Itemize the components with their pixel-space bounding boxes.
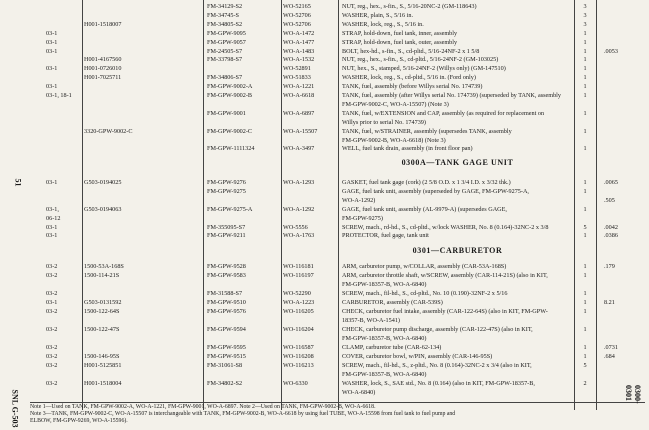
- table-row: [0, 144, 649, 153]
- cell-fed: FM-34806-S7: [207, 74, 243, 82]
- cell-desc: GASKET, fuel tank gage (cork) (2 5/8 O.D. x 1 3/4 I.D. x 3/32 thk.): [342, 179, 511, 186]
- cell-part: H001-0726010: [84, 65, 122, 73]
- table-row: [0, 178, 649, 187]
- cell-desc: FM-GPW-9002-C, WO-A-15507) (Note 3): [342, 100, 449, 108]
- cell-fig: 03-1,: [46, 205, 59, 213]
- cell-fig: 03-2: [46, 326, 58, 333]
- cell-qty: 1: [583, 205, 587, 213]
- cell-part: 3320-GPW-9002-C: [84, 127, 133, 135]
- cell-part: 1500-114-21S: [84, 272, 120, 279]
- cell-fed: FM-GPW-9576: [207, 308, 246, 315]
- footnotes: [30, 404, 645, 425]
- cell-desc: SCREW, mach., rd-hd., S., cd-pltd., w/lock WASHER, No. 8 (0.164)-32NC-2 x 3/8: [342, 223, 549, 231]
- cell-desc: WO-A-1292): [342, 196, 376, 204]
- cell-part: G503-0194063: [84, 205, 122, 213]
- cell-part: 1500-146-95S: [84, 353, 120, 360]
- table-row: [0, 316, 649, 325]
- cell-ord: WO-A-1472: [283, 29, 315, 37]
- table-row: [0, 205, 649, 214]
- cell-qty: 3: [583, 20, 587, 28]
- table-row: [0, 325, 649, 334]
- cell-fig: 03-1: [46, 223, 58, 231]
- cell-desc: FM-GPW-18357-B, WO-A-6840): [342, 371, 427, 378]
- cell-fig: 03-1: [46, 29, 58, 37]
- table-row: [0, 231, 649, 240]
- cell-fed: FM-GPW-1111324: [207, 145, 255, 153]
- cell-qty: 3: [583, 11, 587, 19]
- table-row: [0, 196, 649, 205]
- cell-ord: WO-A-1477: [283, 38, 315, 46]
- cell-desc: CLAMP, carburetor tube (CAR-62-134): [342, 344, 442, 351]
- cell-ord: WO-116204: [283, 326, 314, 333]
- cell-desc: ARM, carburetor pump, w/COLLAR, assembly (CAR-53A-168S): [342, 263, 507, 270]
- table-row: [0, 82, 649, 91]
- cell-qty: 1: [583, 299, 587, 306]
- cell-qty: 1: [583, 38, 587, 46]
- cell-ord: WO-A-15507: [283, 127, 318, 135]
- cell-desc: CHECK, carburetor fuel intake, assembly (CAR-122-64S) (also in KIT, FM-GPW-: [342, 308, 548, 315]
- cell-part: 1500-122-64S: [84, 308, 120, 315]
- cell-ord: WO-51833: [283, 74, 311, 82]
- cell-desc: FM-GPW-9275): [342, 214, 383, 222]
- table-row: [0, 64, 649, 73]
- cell-ord: WO-52706: [283, 20, 311, 28]
- cell-fed: FM-GPW-9211: [207, 232, 246, 240]
- table-row: [0, 370, 649, 379]
- cell-desc: TANK, fuel, assembly (before Willys serial No. 174739): [342, 83, 483, 91]
- cell-fig: 03-1: [46, 232, 58, 240]
- cell-desc: STRAP, hold-down, fuel tank, outer, assembly: [342, 38, 458, 46]
- cell-desc: BOLT, hex-hd., s-fin., S., cd-pltd., 5/16-24NF-2 x 1 5/8: [342, 47, 480, 55]
- cell-qty: 1: [583, 83, 587, 91]
- cell-qty: 2: [583, 380, 587, 387]
- table-row: [0, 361, 649, 370]
- cell-c6: .0053: [604, 47, 618, 55]
- cell-fed: FM-GPW-9510: [207, 299, 246, 306]
- cell-fed: FM-355095-S7: [207, 223, 246, 231]
- cell-fig: 03-2: [46, 290, 58, 297]
- cell-qty: 1: [583, 29, 587, 37]
- table-row: [0, 127, 649, 136]
- cell-qty: 1: [583, 179, 587, 186]
- cell-desc: Willys prior to serial No. 174739): [342, 118, 426, 126]
- cell-ord: WO-A-6618: [283, 92, 315, 99]
- section-heading-0300a: 0300A—TANK GAGE UNIT: [401, 158, 514, 167]
- cell-qty: 1: [583, 290, 587, 297]
- cell-fig: 03-2: [46, 344, 58, 351]
- cell-fed: FM-34745-S: [207, 11, 239, 19]
- cell-ord: WO-52290: [283, 290, 311, 297]
- cell-part: H001-4167560: [84, 56, 122, 64]
- cell-c6: .0042: [604, 223, 618, 231]
- cell-ord: WO-5556: [283, 223, 308, 231]
- cell-qty: 1: [583, 127, 587, 135]
- cell-fed: FM-GPW-9002-A: [207, 83, 253, 91]
- cell-fed: FM-GPW-9002-C: [207, 127, 253, 135]
- cell-ord: WO-52706: [283, 11, 311, 19]
- cell-part: H001-1518004: [84, 380, 122, 387]
- table-row: [0, 334, 649, 343]
- table-row: [0, 29, 649, 38]
- cell-desc: TANK, fuel, assembly (after Willys serial No. 174739) (superseded by TANK, assembly: [342, 92, 561, 99]
- cell-fig: 03-2: [46, 353, 58, 360]
- table-row: [0, 223, 649, 232]
- cell-fig: 03-1, 18-1: [46, 92, 72, 99]
- footnote-line: Note 3—TANK, FM-GPW-9002-C, WO-A-15507 is interchangeable with TANK, FM-GPW-9002-B, WO-A-6618 by using fuel TUBE, WO-A-15598 from fuel tank to fuel pump and: [30, 411, 456, 417]
- cell-qty: 1: [583, 109, 587, 117]
- cell-fed: FM-GPW-9276: [207, 179, 246, 186]
- table-row: [0, 38, 649, 47]
- table-row: [0, 136, 649, 145]
- table-row: [0, 298, 649, 307]
- cell-fig: 03-1: [46, 179, 58, 186]
- cell-part: H001-1518007: [84, 20, 122, 28]
- cell-desc: CARBURETOR, assembly (CAR-539S): [342, 299, 443, 306]
- cell-ord: WO-A-1532: [283, 56, 315, 64]
- cell-fig: 03-2: [46, 362, 58, 369]
- table-row: [0, 343, 649, 352]
- cell-ord: WO-A-1223: [283, 299, 315, 306]
- footnote-line: Note 1—Used on TANK, FM-GPW-9002-A, WO-A-1221, FM-GPW-9001, WO-A-6897. Note 2—Used on TANK, FM-GPW-9002-B, WO-A-6618.: [30, 404, 376, 410]
- cell-fed: FM-GPW-9002-B: [207, 92, 253, 99]
- table-row: [0, 100, 649, 109]
- cell-fed: FM-24505-S7: [207, 47, 243, 55]
- cell-qty: 1: [583, 74, 587, 82]
- cell-c6: .0731: [604, 344, 618, 351]
- cell-c6: .0386: [604, 232, 618, 240]
- cell-fed: FM-GPW-9095: [207, 29, 246, 37]
- table-row: [0, 11, 649, 20]
- cell-ord: WO-A-1293: [283, 179, 315, 186]
- cell-fed: FM-31588-S7: [207, 290, 243, 297]
- cell-fig: 06-12: [46, 214, 61, 222]
- cell-qty: 1: [583, 47, 587, 55]
- cell-ord: WO-6330: [283, 380, 308, 387]
- cell-fed: FM-34129-S2: [207, 3, 243, 10]
- snl-code: SNL G-503: [10, 389, 20, 428]
- cell-desc: WASHER, lock, S., SAE std., No. 8 (0.164) (also in KIT, FM-GPW-18357-B,: [342, 380, 535, 387]
- cell-fed: FM-GPW-9595: [207, 344, 246, 351]
- section-code: 0300-0301: [624, 385, 642, 404]
- cell-desc: WASHER, plain, S., 5/16 in.: [342, 11, 413, 19]
- cell-qty: 1: [583, 56, 587, 64]
- cell-desc: ARM, carburetor throttle shaft, w/SCREW, assembly (CAR-114-21S) (also in KIT,: [342, 272, 548, 279]
- cell-qty: 1: [583, 92, 587, 99]
- cell-fed: FM-34802-S2: [207, 380, 243, 387]
- cell-ord: WO-52165: [283, 3, 311, 10]
- cell-fed: FM-GPW-9275-A: [207, 205, 253, 213]
- cell-desc: FM-GPW-18357-B, WO-A-6840): [342, 335, 427, 342]
- cell-desc: FM-GPW-9002-B, WO-A-6618) (Note 3): [342, 136, 446, 144]
- page-number: 51: [13, 178, 23, 187]
- cell-qty: 1: [583, 308, 587, 315]
- cell-part: 1500-53A-168S: [84, 263, 124, 270]
- cell-fed: FM-GPW-9528: [207, 263, 246, 270]
- cell-ord: WO-A-1483: [283, 47, 315, 55]
- cell-qty: 1: [583, 344, 587, 351]
- table-row: [0, 262, 649, 271]
- cell-fig: 03-2: [46, 272, 58, 279]
- cell-fed: FM-34805-S2: [207, 20, 243, 28]
- cell-desc: NUT, reg., hex., s-fin., S., 5/16-20NC-2 (GM-118643): [342, 3, 477, 10]
- cell-ord: WO-A-1763: [283, 232, 315, 240]
- cell-fed: FM-GPW-9583: [207, 272, 246, 279]
- notes-divider: [30, 402, 645, 403]
- cell-fed: FM-31061-S8: [207, 362, 243, 369]
- cell-fig: 03-1: [46, 47, 58, 55]
- cell-qty: 1: [583, 65, 587, 73]
- cell-qty: 1: [583, 232, 587, 240]
- cell-desc: COVER, carburetor bowl, w/PIN, assembly (CAR-146-95S): [342, 353, 493, 360]
- table-row: [0, 2, 649, 11]
- cell-c6: .179: [604, 263, 615, 270]
- table-row: [0, 187, 649, 196]
- table-row: [0, 55, 649, 64]
- cell-desc: GAGE, fuel tank unit, assembly (superseded by GAGE, FM-GPW-9275-A,: [342, 187, 529, 195]
- cell-fig: 03-2: [46, 263, 58, 270]
- cell-part: H001-5125851: [84, 362, 122, 369]
- cell-fed: FM-GPW-9057: [207, 38, 246, 46]
- table-row: [0, 379, 649, 388]
- cell-desc: WELL, fuel tank drain, assembly (in front floor pan): [342, 145, 473, 153]
- section-heading-0301: 0301—CARBURETOR: [412, 246, 503, 255]
- cell-fig: 03-1: [46, 299, 58, 306]
- table-row: [0, 289, 649, 298]
- cell-desc: 18357-B, WO-A-1541): [342, 317, 400, 324]
- cell-desc: SCREW, mach., fil-hd., S., cd-pltd., No. 10 (0.190)-32NF-2 x 5/16: [342, 290, 508, 297]
- cell-c6: .684: [604, 353, 615, 360]
- table-row: [0, 118, 649, 127]
- cell-fed: FM-GPW-9594: [207, 326, 246, 333]
- cell-qty: 1: [583, 187, 587, 195]
- table-row: [0, 20, 649, 29]
- cell-desc: CHECK, carburetor pump discharge, assembly (CAR-122-47S) (also in KIT,: [342, 326, 533, 333]
- cell-fed: FM-GPW-9515: [207, 353, 246, 360]
- cell-fig: 03-1: [46, 38, 58, 46]
- table-row: [0, 280, 649, 289]
- cell-ord: WO-A-1292: [283, 205, 315, 213]
- cell-part: 1500-122-47S: [84, 326, 120, 333]
- table-row: [0, 214, 649, 223]
- table-row: [0, 388, 649, 397]
- cell-qty: 1: [583, 145, 587, 153]
- cell-desc: WASHER, lock, reg., S., 5/16 in.: [342, 20, 424, 28]
- cell-desc: WASHER, lock, reg., S., cd-pltd., 5/16 in. (Ford only): [342, 74, 476, 82]
- cell-ord: WO-A-6897: [283, 109, 315, 117]
- cell-ord: WO-116208: [283, 353, 314, 360]
- cell-desc: TANK, fuel, w/STRAINER, assembly (supersedes TANK, assembly: [342, 127, 512, 135]
- cell-desc: WO-A-6840): [342, 389, 376, 396]
- cell-qty: 1: [583, 272, 587, 279]
- cell-ord: WO-A-3497: [283, 145, 315, 153]
- table-row: [0, 352, 649, 361]
- cell-qty: 3: [583, 3, 587, 10]
- table-row: [0, 73, 649, 82]
- cell-fig: 03-1: [46, 83, 58, 91]
- cell-ord: WO-A-1221: [283, 83, 315, 91]
- cell-c6: .0065: [604, 179, 618, 186]
- cell-desc: NUT, reg., hex., s-fin., S., cd-pltd., 5/16-24NF-2 (GM-103025): [342, 56, 499, 64]
- table-row: [0, 47, 649, 56]
- cell-ord: WO-116213: [283, 362, 314, 369]
- cell-c6: 8.21: [604, 299, 615, 306]
- cell-part: H001-7025711: [84, 74, 122, 82]
- cell-ord: WO-116197: [283, 272, 314, 279]
- cell-qty: 5: [583, 362, 587, 369]
- cell-fig: 03-2: [46, 380, 58, 387]
- cell-desc: NUT, hex., S., stamped, 5/16-24NF-2 (Willys only) (GM-147510): [342, 65, 506, 73]
- cell-ord: WO-116587: [283, 344, 314, 351]
- table-row: [0, 91, 649, 100]
- cell-part: G503-0131592: [84, 299, 122, 306]
- cell-desc: FM-GPW-18357-B, WO-A-6840): [342, 281, 427, 288]
- cell-fed: FM-GPW-9275: [207, 187, 246, 195]
- table-row: [0, 109, 649, 118]
- cell-fed: FM-GPW-9001: [207, 109, 246, 117]
- cell-ord: WO-116181: [283, 263, 314, 270]
- cell-qty: 1: [583, 326, 587, 333]
- cell-part: G503-0194025: [84, 179, 122, 186]
- cell-desc: STRAP, hold-down, fuel tank, inner, assembly: [342, 29, 458, 37]
- cell-ord: WO-116205: [283, 308, 314, 315]
- cell-desc: PROTECTOR, fuel gage, tank unit: [342, 232, 429, 240]
- cell-desc: GAGE, fuel tank unit, assembly (AL-9979-A) (supersedes GAGE,: [342, 205, 507, 213]
- cell-desc: TANK, fuel, w/EXTENSION and CAP, assembly (as required for replacement on: [342, 109, 545, 117]
- cell-qty: 5: [583, 223, 587, 231]
- table-row: [0, 307, 649, 316]
- cell-qty: 1: [583, 353, 587, 360]
- cell-desc: SCREW, mach., fil-hd., S., z-pltd., No. 8 (0.164)-32NC-2 x 3/4 (also in KIT,: [342, 362, 532, 369]
- cell-ord: WO-52891: [283, 65, 311, 73]
- cell-fig: 03-1: [46, 65, 58, 73]
- cell-qty: 1: [583, 263, 587, 270]
- cell-c6: .505: [604, 196, 615, 204]
- table-row: [0, 271, 649, 280]
- cell-fig: 03-2: [46, 308, 58, 315]
- footnote-line: ELBOW, FM-GPW-9269, WO-A-15596).: [30, 418, 128, 424]
- cell-fed: FM-33798-S7: [207, 56, 243, 64]
